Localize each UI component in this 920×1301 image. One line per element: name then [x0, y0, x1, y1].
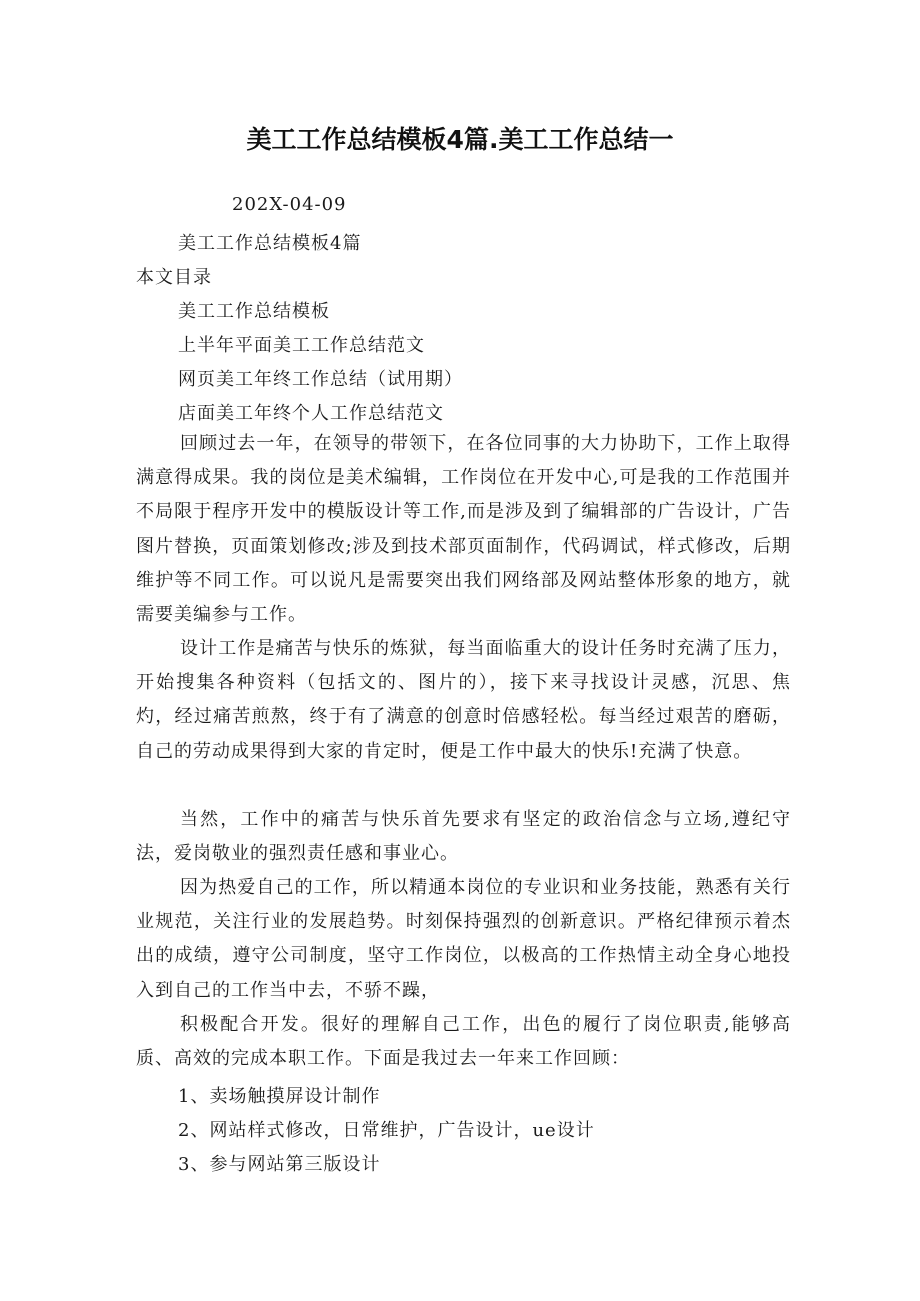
body-paragraph: 因为热爱自己的工作，所以精通本岗位的专业识和业务技能，熟悉有关行业规范，关注行业的发展趋势。时刻保持强烈的创新意识。严格纪律预示着杰出的成绩，遵守公司制度，坚守工作岗位，以极高的工作热情主动全身心地投入到自己的工作当中去，不骄不躁，: [136, 877, 791, 1001]
body-paragraph: 当然，工作中的痛苦与快乐首先要求有坚定的政治信念与立场,遵纪守法，爱岗敬业的强烈责任感和事业心。: [136, 809, 791, 865]
document-subtitle: 美工工作总结模板4篇: [178, 233, 362, 254]
list-item: 1、卖场触摸屏设计制作: [178, 1086, 381, 1107]
toc-item: 上半年平面美工工作总结范文: [178, 335, 425, 356]
body-paragraph: 设计工作是痛苦与快乐的炼狱，每当面临重大的设计任务时充满了压力，开始搜集各种资料（包括文的、图片的），接下来寻找设计灵感，沉思、焦灼，经过痛苦煎熬，终于有了满意的创意时倍感轻松。每当经过艰苦的磨砺，自己的劳动成果得到大家的肯定时，便是工作中最大的快乐!充满了快意。: [136, 638, 791, 762]
document-title: 美工工作总结模板4篇.美工工作总结一: [246, 125, 674, 154]
toc-item: 店面美工年终个人工作总结范文: [178, 403, 444, 424]
toc-item: 网页美工年终工作总结（试用期）: [178, 369, 463, 390]
body-paragraph: 回顾过去一年，在领导的带领下，在各位同事的大力协助下，工作上取得满意得成果。我的岗位是美术编辑，工作岗位在开发中心,可是我的工作范围并不局限于程序开发中的模版设计等工作,而是涉及到了编辑部的广告设计，广告图片替换，页面策划修改;涉及到技术部页面制作，代码调试，样式修改，后期维护等不同工作。可以说凡是需要突出我们网络部及网站整体形象的地方，就需要美编参与工作。: [136, 433, 791, 626]
toc-item: 美工工作总结模板: [178, 301, 330, 322]
body-paragraph: 积极配合开发。很好的理解自己工作，出色的履行了岗位职责,能够高质、高效的完成本职工作。下面是我过去一年来工作回顾：: [136, 1014, 791, 1070]
list-item: 2、网站样式修改，日常维护，广告设计，ue设计: [178, 1120, 595, 1141]
list-item: 3、参与网站第三版设计: [178, 1154, 381, 1175]
document-date: 202X-04-09: [232, 194, 347, 215]
toc-heading: 本文目录: [136, 267, 212, 288]
